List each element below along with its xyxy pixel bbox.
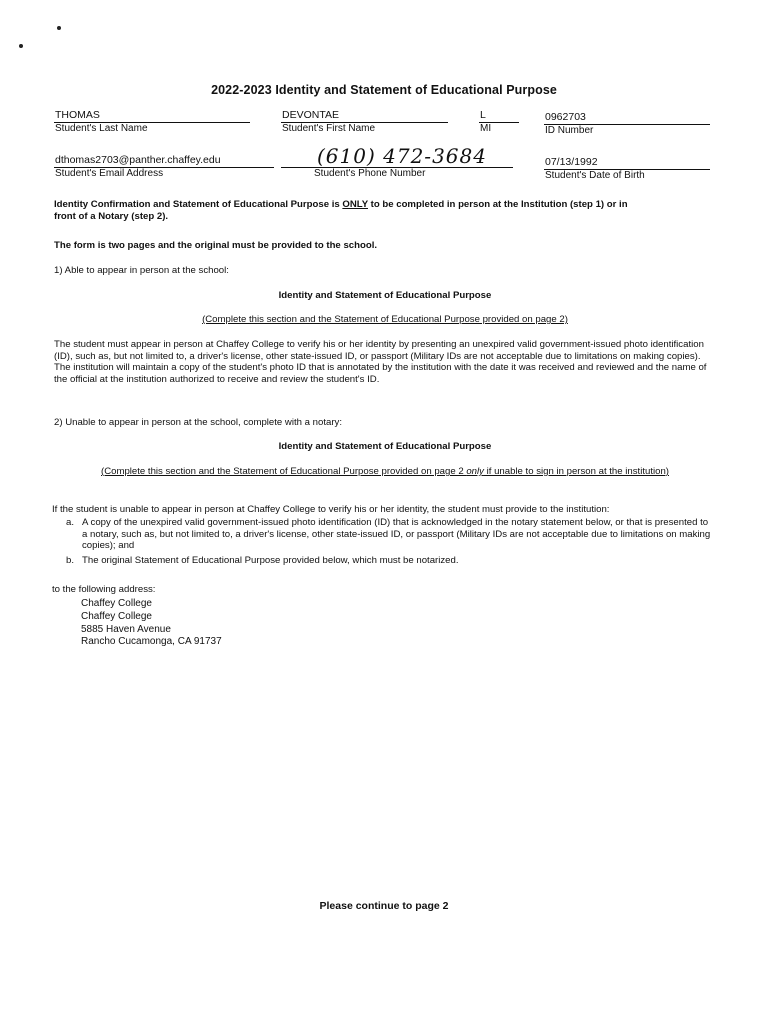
mailing-address bbox=[81, 598, 222, 649]
section1-body: The student must appear in person at Chaffey College to verify his or her identity by presenting an unexpired valid government-issued photo identification (ID), such as, but not limited to, a driver's license, other state-issued ID, or passport (Military IDs are not acceptable due to limitations on making copies). The institution will maintain a copy of the student's photo ID that is annotated by the institution with the date it was received and reviewed and the name of the official at the institution authorized to receive and review the student's ID. bbox=[54, 339, 707, 385]
last-name-field bbox=[54, 108, 250, 135]
intro-statement bbox=[54, 199, 634, 222]
intro-only: ONLY bbox=[342, 199, 368, 210]
dob-field bbox=[544, 155, 710, 182]
id-number-field bbox=[544, 110, 710, 137]
scan-mark bbox=[57, 26, 61, 30]
phone-label: Student's Phone Number bbox=[314, 168, 426, 179]
continue-notice: Please continue to page 2 bbox=[319, 900, 449, 912]
address-line: 5885 Haven Avenue bbox=[81, 623, 171, 635]
last-name-label: Student's Last Name bbox=[55, 123, 148, 134]
last-name-value: THOMAS bbox=[54, 108, 250, 123]
phone-value: (610) 472-3684 bbox=[281, 145, 513, 168]
section2-note-text-1: (Complete this section and the Statement of Educational Purpose provided on page 2 bbox=[101, 466, 467, 477]
address-intro: to the following address: bbox=[52, 584, 156, 595]
section2-note-text-2: if unable to sign in person at the institution) bbox=[483, 466, 669, 477]
email-value: dthomas2703@panther.chaffey.edu bbox=[54, 153, 274, 168]
list-item bbox=[66, 555, 716, 569]
list-item-text: The original Statement of Educational Purpose provided below, which must be notarized. bbox=[82, 555, 459, 566]
middle-initial-field bbox=[479, 108, 519, 135]
email-field bbox=[54, 153, 274, 180]
intro-text-1: Identity Confirmation and Statement of Educational Purpose is bbox=[54, 199, 343, 210]
list-marker: b. bbox=[66, 555, 75, 566]
list-item bbox=[66, 517, 716, 553]
email-label: Student's Email Address bbox=[55, 168, 164, 179]
phone-field bbox=[281, 145, 513, 180]
address-line: Chaffey College bbox=[81, 610, 152, 622]
id-number-value: 0962703 bbox=[544, 110, 710, 125]
list-item-text: A copy of the unexpired valid government-issued photo identification (ID) that is acknowledged in the notary statement below, or that is presented to a notary, such as, but not limited to, a driver's license, other state-issued ID, or passport (Military IDs are not acceptable due to limitations on making copies); and bbox=[82, 517, 711, 551]
section1-note: (Complete this section and the Statement of Educational Purpose provided on page 2) bbox=[202, 314, 568, 325]
two-pages-notice: The form is two pages and the original must be provided to the school. bbox=[54, 240, 378, 251]
list-marker: a. bbox=[66, 517, 75, 528]
address-line: Rancho Cucamonga, CA 91737 bbox=[81, 636, 222, 648]
section2-heading: 2) Unable to appear in person at the school, complete with a notary: bbox=[54, 417, 342, 428]
address-line: Chaffey College bbox=[81, 598, 152, 609]
first-name-label: Student's First Name bbox=[282, 123, 376, 134]
section2-body: If the student is unable to appear in person at Chaffey College to verify his or her identity, the student must provide to the institution: bbox=[52, 504, 610, 515]
first-name-field bbox=[281, 108, 448, 135]
section2-subheading: Identity and Statement of Educational Purpose bbox=[278, 441, 492, 452]
dob-label: Student's Date of Birth bbox=[545, 170, 645, 181]
id-number-label: ID Number bbox=[545, 125, 594, 136]
section2-note bbox=[100, 466, 670, 478]
section1-heading: 1) Able to appear in person at the school: bbox=[54, 265, 229, 276]
section2-note-only: only bbox=[466, 466, 484, 477]
scan-mark bbox=[19, 44, 23, 48]
form-title: 2022-2023 Identity and Statement of Educational Purpose bbox=[211, 83, 557, 97]
middle-initial-label: MI bbox=[480, 123, 492, 134]
first-name-value: DEVONTAE bbox=[281, 108, 448, 123]
section1-subheading: Identity and Statement of Educational Purpose bbox=[278, 290, 492, 301]
dob-value: 07/13/1992 bbox=[544, 155, 710, 170]
intro-text-2: to be completed in person at the Institution (step 1) or in front of a Notary (step 2). bbox=[54, 199, 628, 222]
middle-initial-value: L bbox=[479, 108, 519, 123]
